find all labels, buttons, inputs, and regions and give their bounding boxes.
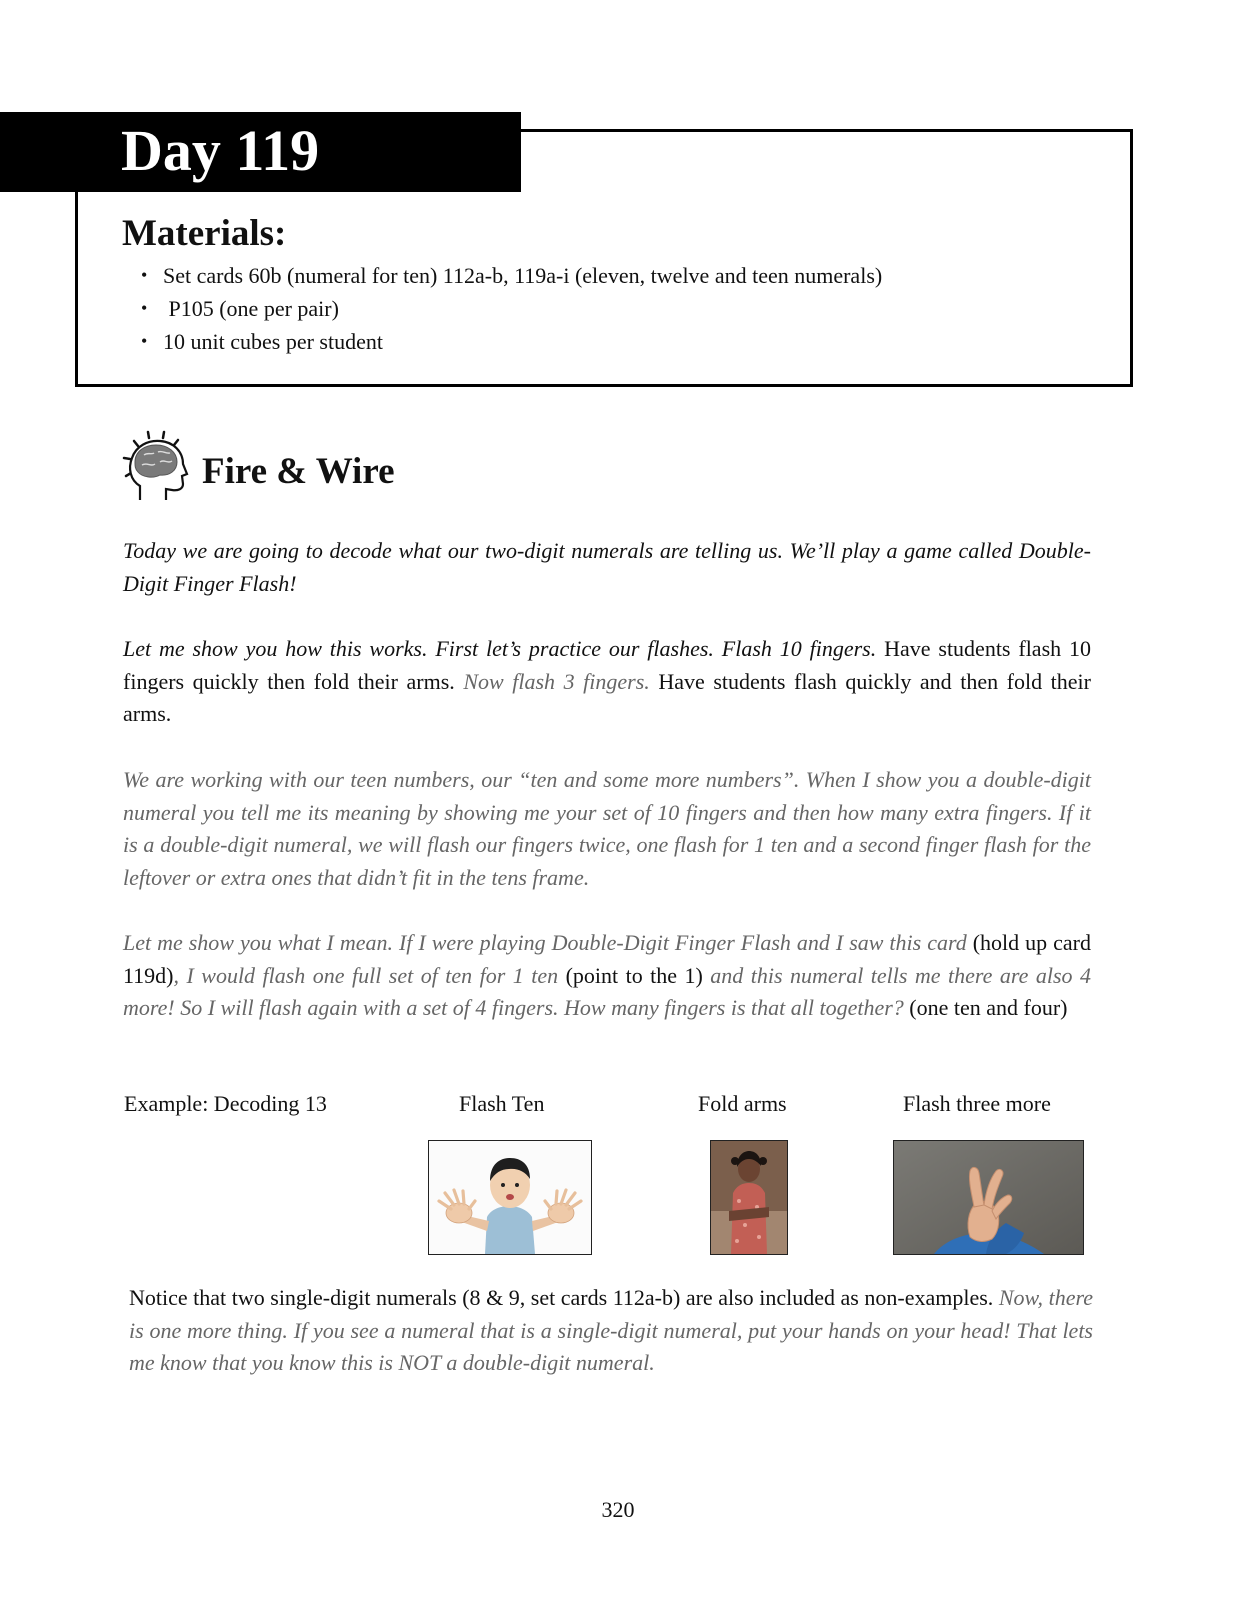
caption-fold-arms: Fold arms <box>698 1091 787 1116</box>
script-text: and this numeral tells me there are also 4 more! So I will flash again with a set of 4 fingers. How many fingers is that all together? <box>123 962 1091 1020</box>
practice-paragraph <box>123 633 1091 731</box>
example-label: Example: Decoding 13 <box>124 1091 327 1116</box>
script-text: Now flash 3 fingers. <box>463 668 650 694</box>
closing-paragraph <box>129 1282 1093 1380</box>
page-number: 320 <box>601 1497 635 1522</box>
intro-paragraph: Today we are going to decode what our two-digit numerals are telling us. We’ll play a game called Double-Digit Finger Flash! <box>123 538 1091 596</box>
instruction-text: (point to the 1) <box>565 962 703 988</box>
script-text: Let me show you how this works. First let’s practice our flashes. Flash 10 fingers. <box>123 636 877 661</box>
page-title: Day 119 <box>121 118 320 183</box>
script-text: Now, there is one more thing. If you see a numeral that is a single-digit numeral, put your hands on your head! That lets me know that you know this is NOT a double-digit numeral. <box>129 1285 1093 1375</box>
instruction-text: Have students flash 10 fingers quickly then fold their arms. <box>123 636 1091 694</box>
girl-folded-arms-illustration <box>711 1141 787 1254</box>
demo-paragraph <box>123 927 1091 1025</box>
instruction-text: (hold up card 119d) <box>123 930 1091 988</box>
child-flashing-ten-illustration <box>429 1141 591 1254</box>
brain-head-icon <box>120 428 190 504</box>
instruction-text: Have students flash quickly and then fold their arms. <box>123 668 1091 726</box>
materials-heading: Materials: <box>122 213 287 254</box>
explanation-paragraph: We are working with our teen numbers, our “ten and some more numbers”. When I show you a double-digit numeral you tell me its meaning by showing me your set of 10 fingers and then how many extra fingers. If it is a double-digit numeral, we will flash our fingers twice, one flash for 1 ten and a second finger flash for the leftover or extra ones that didn’t fit in the tens frame. <box>123 767 1091 890</box>
flash-ten-photo <box>428 1140 592 1255</box>
hand-three-fingers-illustration <box>894 1141 1083 1254</box>
caption-flash-ten: Flash Ten <box>459 1091 545 1116</box>
fold-arms-photo <box>710 1140 788 1255</box>
section-heading: Fire & Wire <box>202 451 395 492</box>
flash-three-photo <box>893 1140 1084 1255</box>
instruction-text: Notice that two single-digit numerals (8 & 9, set cards 112a-b) are also included as non-examples. <box>129 1285 999 1310</box>
caption-flash-three: Flash three more <box>903 1091 1051 1116</box>
answer-text: (one ten and four) <box>903 995 1068 1020</box>
script-text: , I would flash one full set of ten for 1 ten <box>173 962 566 988</box>
materials-item: • P105 (one per pair) <box>141 292 882 325</box>
materials-list <box>141 259 882 358</box>
materials-item: • Set cards 60b (numeral for ten) 112a-b, 119a-i (eleven, twelve and teen numerals) <box>141 259 882 292</box>
script-text: Let me show you what I mean. If I were playing Double-Digit Finger Flash and I saw this card <box>123 930 973 955</box>
materials-item: • 10 unit cubes per student <box>141 325 882 358</box>
